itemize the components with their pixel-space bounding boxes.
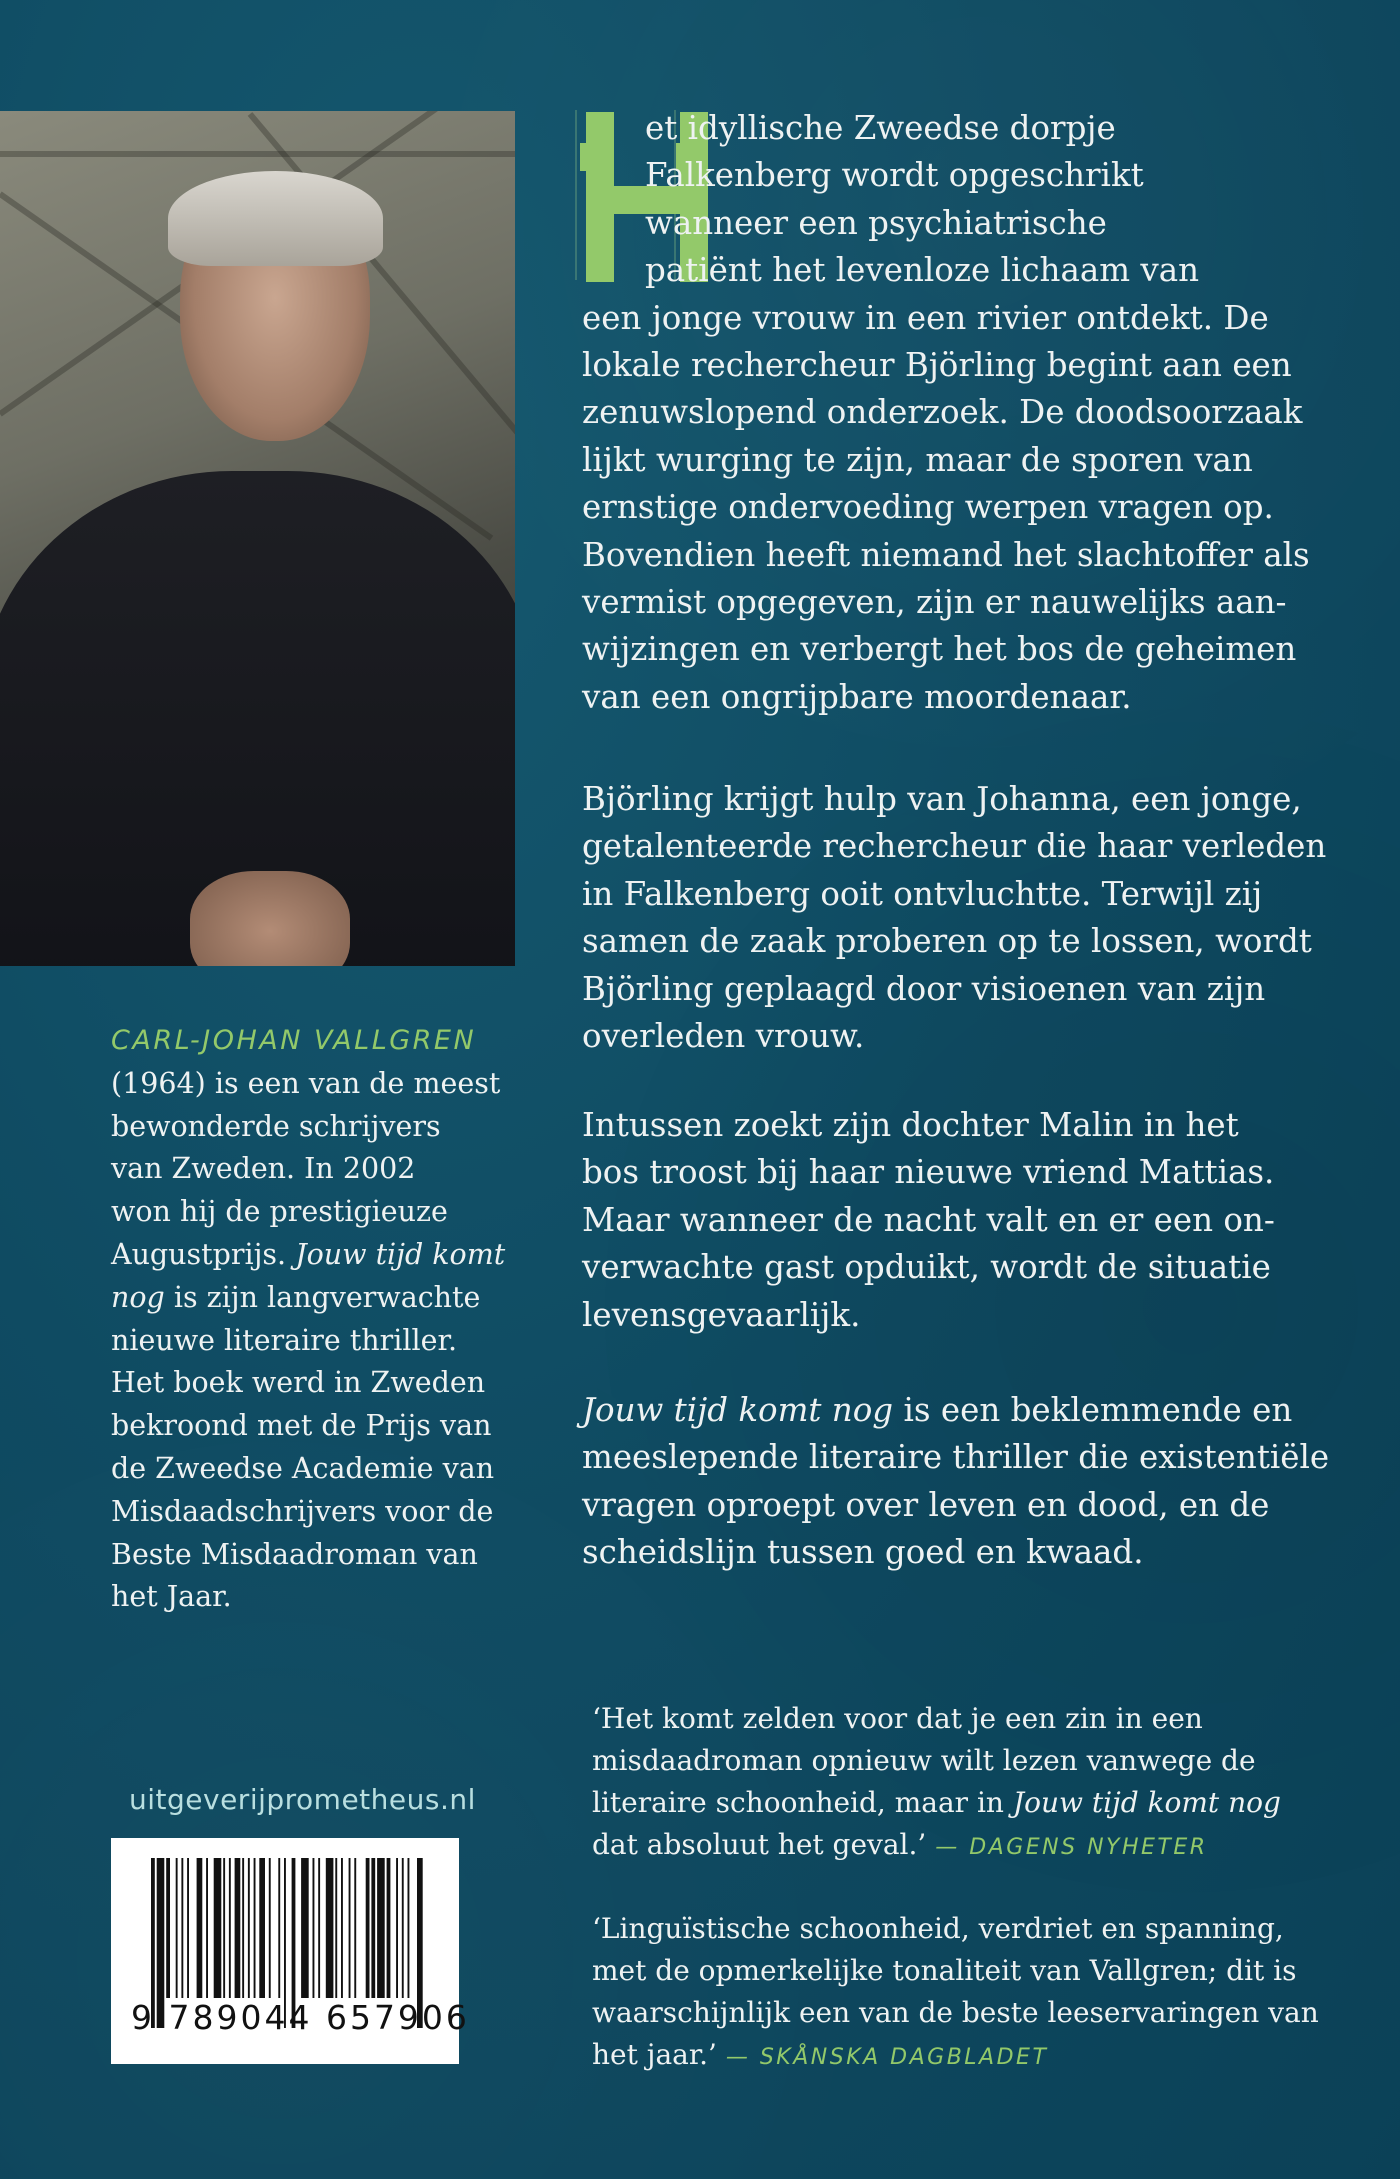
- text-segment: de Zweedse Academie van: [111, 1451, 495, 1485]
- text-line: [592, 1950, 1319, 1992]
- text-line: [582, 1197, 1302, 1244]
- text-line: [582, 966, 1302, 1013]
- text-segment: Intussen zoekt zijn dochter Malin in het: [582, 1106, 1239, 1144]
- text-line: [111, 1320, 505, 1363]
- text-segment: vragen oproept over leven en dood, en de: [582, 1485, 1270, 1524]
- text-segment: nieuwe literaire thriller.: [111, 1323, 458, 1357]
- text-segment: bewonderde schrijvers: [111, 1109, 441, 1143]
- text-line: [582, 484, 1302, 531]
- barcode-bar: [181, 1858, 183, 1998]
- isbn-digits: 9 789044 657906: [131, 1998, 470, 2037]
- text-line: [582, 1482, 1302, 1529]
- text-segment: het jaar.’: [592, 2038, 726, 2071]
- review-source: — DAGENS NYHETER: [935, 1835, 1208, 1860]
- text-segment: patiënt het levenloze lichaam van: [645, 251, 1200, 290]
- author-photo: [0, 111, 515, 966]
- barcode-bar: [387, 1858, 391, 1998]
- barcode-bar: [166, 1858, 170, 1998]
- text-segment: van een ongrijpbare moordenaar.: [582, 677, 1132, 716]
- barcode-bar: [254, 1858, 256, 1998]
- text-segment: vermist opgegeven, zijn er nauwelijks aan-: [582, 582, 1287, 621]
- text-line: [111, 1448, 505, 1491]
- text-line: [582, 105, 1302, 152]
- text-line: [582, 626, 1302, 673]
- text-segment: dat absoluut het geval.’: [592, 1828, 936, 1861]
- text-line: [592, 2034, 1319, 2076]
- text-line: [592, 1824, 1281, 1866]
- text-segment: waarschijnlijk een van de beste leeservaringen van: [592, 1996, 1319, 2029]
- text-line: [582, 532, 1310, 579]
- text-line: [582, 776, 1302, 823]
- text-line: [582, 579, 1302, 626]
- text-line: [582, 437, 1302, 484]
- author-name: CARL-JOHAN VALLGREN: [111, 1025, 477, 1056]
- text-line: [592, 1782, 1281, 1824]
- text-segment: ‘Linguïstische schoonheid, verdriet en spanning,: [592, 1912, 1284, 1945]
- text-segment: is zijn langverwachte: [164, 1280, 481, 1314]
- barcode-bar: [402, 1858, 404, 1998]
- text-line: [582, 200, 1302, 247]
- text-segment: et idyllische Zweedse dorpje: [645, 109, 1116, 147]
- barcode-bar: [371, 1858, 375, 1998]
- text-line: [592, 1992, 1319, 2034]
- text-line: [582, 1102, 1302, 1149]
- text-line: [582, 1244, 1302, 1291]
- barcode-bar: [318, 1858, 320, 1998]
- review-quote-1: [592, 1698, 1281, 1866]
- text-segment: literaire schoonheid, maar in: [592, 1786, 1013, 1819]
- text-line: [592, 1908, 1319, 1950]
- text-segment: ‘Het komt zelden voor dat je een zin in een: [592, 1702, 1203, 1735]
- book-title-italic: Jouw tijd komt nog: [1012, 1786, 1281, 1819]
- text-line: [111, 1148, 505, 1191]
- review-quote-2: [592, 1908, 1319, 2076]
- barcode-bar: [176, 1858, 178, 1998]
- text-line: [582, 1013, 1302, 1060]
- barcode-bar: [206, 1858, 208, 1998]
- text-line: [592, 1740, 1281, 1782]
- text-segment: Maar wanneer de nacht valt en er een on-: [582, 1200, 1275, 1239]
- text-segment: met de opmerkelijke tonaliteit van Vallgren; dit is: [592, 1954, 1297, 1987]
- barcode-bar: [223, 1858, 225, 1998]
- barcode-bar: [278, 1858, 280, 1998]
- text-segment: Misdaadschrijvers voor de: [111, 1494, 494, 1528]
- text-segment: bekroond met de Prijs van: [111, 1409, 492, 1443]
- text-segment: is een beklemmende en: [893, 1391, 1293, 1429]
- text-line: [582, 918, 1312, 965]
- text-line: [111, 1234, 505, 1277]
- text-line: [582, 1292, 1302, 1339]
- text-line: [111, 1576, 505, 1619]
- book-title-italic: nog: [111, 1280, 165, 1314]
- barcode-bar: [248, 1858, 250, 1998]
- barcode-bar: [396, 1858, 398, 1998]
- barcode-bar: [269, 1858, 271, 1998]
- text-line: [111, 1191, 505, 1234]
- text-line: [582, 1434, 1330, 1481]
- text-line: [582, 823, 1327, 870]
- text-segment: zenuwslopend onderzoek. De doodsoorzaak: [582, 393, 1303, 432]
- text-segment: wanneer een psychiatrische: [645, 203, 1107, 242]
- text-line: [582, 1387, 1302, 1434]
- text-segment: verwachte gast opduikt, wordt de situatie: [582, 1248, 1271, 1287]
- text-line: [582, 1529, 1302, 1576]
- publisher-url[interactable]: uitgeverijprometheus.nl: [129, 1783, 476, 1816]
- blurb-paragraph-3: [582, 1102, 1302, 1339]
- text-line: [582, 389, 1302, 436]
- book-title-italic: Jouw tijd komt: [295, 1237, 506, 1271]
- text-line: [111, 1362, 505, 1405]
- text-line: [582, 674, 1302, 721]
- barcode-bar: [301, 1858, 309, 1998]
- blurb-paragraph-2: [582, 776, 1327, 1060]
- text-segment: wijzingen en verbergt het bos de geheimen: [582, 630, 1297, 669]
- text-segment: Falkenberg wordt opgeschrikt: [645, 156, 1144, 195]
- text-segment: bos troost bij haar nieuwe vriend Mattias.: [582, 1153, 1275, 1192]
- text-segment: samen de zaak proberen op te lossen, wordt: [582, 922, 1312, 961]
- barcode-bar: [349, 1858, 351, 1998]
- text-line: [111, 1405, 505, 1448]
- book-title-italic: Jouw tijd komt nog: [582, 1391, 894, 1429]
- text-segment: lokale rechercheur Björling begint aan een: [582, 345, 1292, 384]
- text-line: [111, 1106, 505, 1149]
- text-line: [592, 1698, 1281, 1740]
- blurb-paragraph-1: [582, 105, 1310, 721]
- barcode-bar: [335, 1858, 337, 1998]
- text-segment: een jonge vrouw in een rivier ontdekt. De: [582, 298, 1269, 337]
- text-segment: ernstige ondervoeding werpen vragen op.: [582, 488, 1274, 527]
- barcode-bar: [187, 1858, 189, 1998]
- text-line: [582, 247, 1302, 294]
- barcode-bar: [197, 1858, 203, 1998]
- text-segment: scheidslijn tussen goed en kwaad.: [582, 1533, 1144, 1572]
- text-segment: Augustprijs.: [111, 1237, 296, 1271]
- barcode-bar: [366, 1858, 370, 1998]
- barcode-bar: [377, 1858, 385, 1998]
- text-segment: Het boek werd in Zweden: [111, 1366, 486, 1400]
- text-segment: overleden vrouw.: [582, 1016, 865, 1055]
- author-bio: [111, 1020, 505, 1619]
- barcode-bar: [229, 1858, 231, 1998]
- text-line: [582, 152, 1302, 199]
- text-line: [111, 1534, 505, 1577]
- text-segment: van Zweden. In 2002: [111, 1152, 416, 1186]
- text-line: [111, 1063, 505, 1106]
- barcode-bar: [259, 1858, 265, 1998]
- text-segment: getalenteerde rechercheur die haar verleden: [582, 827, 1327, 866]
- text-segment: Bovendien heeft niemand het slachtoffer als: [582, 535, 1310, 574]
- text-line: [111, 1277, 505, 1320]
- text-segment: in Falkenberg ooit ontvluchtte. Terwijl zij: [582, 874, 1263, 913]
- text-line: [111, 1491, 505, 1534]
- text-segment: Björling krijgt hulp van Johanna, een jonge,: [582, 780, 1302, 818]
- text-segment: meeslepende literaire thriller die existentiële: [582, 1438, 1330, 1477]
- text-line: [582, 342, 1302, 389]
- barcode-bar: [313, 1858, 315, 1998]
- text-segment: het Jaar.: [111, 1580, 232, 1614]
- barcode-bar: [214, 1858, 222, 1998]
- isbn-barcode: [111, 1838, 470, 2064]
- text-segment: (1964) is een van de meest: [111, 1066, 501, 1100]
- barcode-bar: [242, 1858, 244, 1998]
- text-segment: Beste Misdaadroman van: [111, 1537, 478, 1571]
- text-line: [582, 871, 1302, 918]
- svg-text:H: H: [572, 109, 573, 110]
- text-segment: Björling geplaagd door visioenen van zijn: [582, 969, 1266, 1008]
- review-source: — SKÅNSKA DAGBLADET: [725, 2045, 1049, 2070]
- barcode-bar: [341, 1858, 343, 1998]
- barcode-bar: [326, 1858, 334, 1998]
- barcode-bar: [408, 1858, 410, 1998]
- text-line: [582, 295, 1302, 342]
- barcode-bar: [354, 1858, 356, 1998]
- blurb-paragraph-4: [582, 1387, 1330, 1577]
- text-segment: levensgevaarlijk.: [582, 1295, 861, 1334]
- text-segment: misdaadroman opnieuw wilt lezen vanwege de: [592, 1744, 1256, 1777]
- text-line: [582, 1149, 1302, 1196]
- text-segment: won hij de prestigieuze: [111, 1195, 448, 1229]
- barcode-bar: [235, 1858, 241, 1998]
- text-segment: lijkt wurging te zijn, maar de sporen van: [582, 440, 1253, 479]
